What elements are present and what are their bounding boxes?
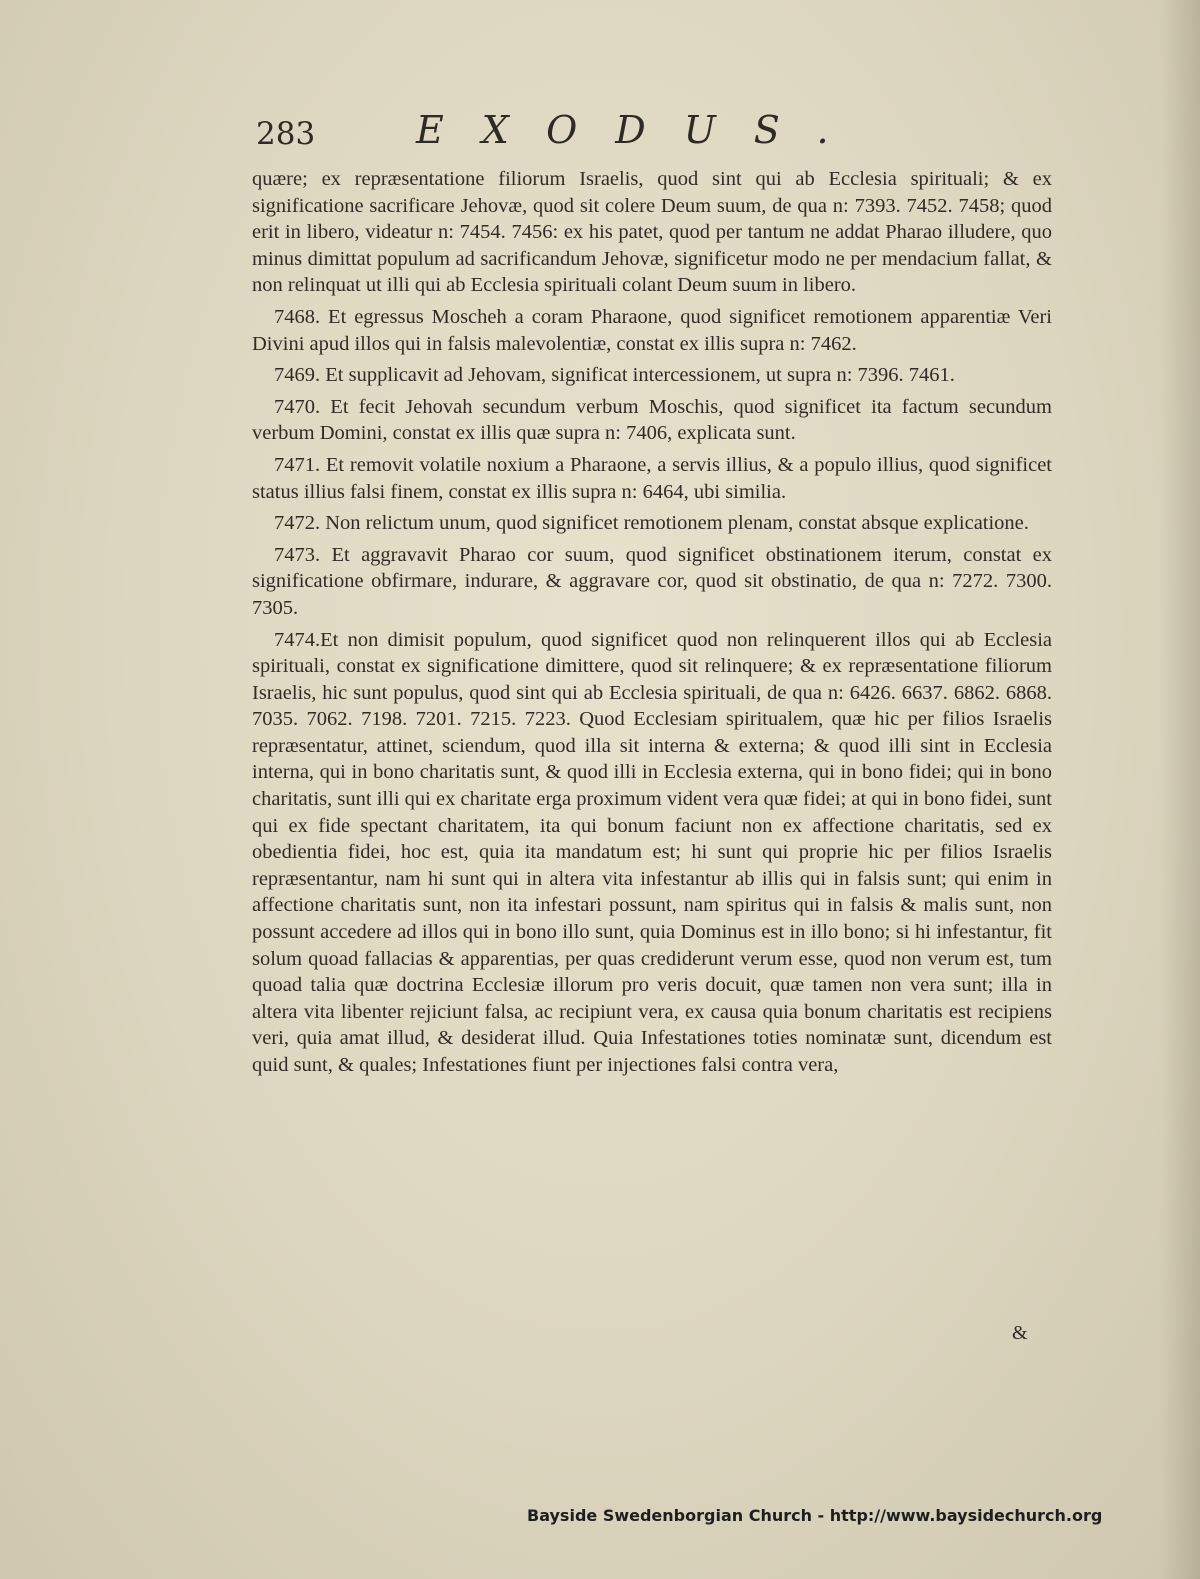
paragraph-7473: 7473. Et aggravavit Pharao cor suum, quod significet obstinationem iterum, constat ex significatione obfirmare, indurare, & aggravare cor, quod sit obstinatio, de qua n: 7272. 7300. 7305. — [252, 543, 1052, 619]
running-title: EXODUS. — [416, 108, 867, 152]
paragraph-7472: 7472. Non relictum unum, quod significet remotionem plenam, constat absque explicatione. — [274, 512, 1029, 535]
paragraph-7470: 7470. Et fecit Jehovah secundum verbum Moschis, quod significet ita factum secundum verbum Domini, constat ex illis quæ supra n: 7406, explicata sunt. — [252, 395, 1052, 445]
catchword: & — [1012, 1322, 1028, 1344]
footer-watermark: Bayside Swedenborgian Church - http://www.baysidechurch.org — [527, 1506, 1103, 1525]
paragraph-7474: 7474.Et non dimisit populum, quod significet quod non relinquerent illos qui ab Ecclesia spirituali, constat ex significatione dimittere, quod sit relinquere; & ex repræsentatione filiorum Israelis, hic sunt populus, quod sint qui ab Ecclesia spirituali, de qua n: 6426. 6637. 6862. 6868. 7035. 7062. 7198. 7201. 7215. 7223. Quod Ecclesiam spiritualem, quæ hic per filios Israelis repræsentatur, attinet, sciendum, quod illa sit interna & externa; & quod illi sint in Ecclesia interna, qui in bono charitatis sunt, & quod illi in Ecclesia externa, qui in bono fidei; qui in bono charitatis, sunt illi qui ex charitate erga proximum vident vera quæ fidei; at qui in bono fidei, sunt qui ex fide spectant charitatem, ita qui bonum faciunt non ex affectione charitatis, sed ex obedientia fidei, hoc est, quia ita mandatum est; hi sunt qui proprie hic per filios Israelis repræsentantur, nam hi sunt qui in altera vita infestantur ab illis qui in falsis sunt; qui enim in affectione charitatis sunt, non ita infestari possunt, nam spiritus qui in falsis & malis sunt, non possunt accedere ad illos qui in bono illo sunt, quia Dominus est in illo bono; si hi infestantur, fit solum quoad fallacias & apparentias, per quas crediderunt verum esse, quod non verum est, tum quoad talia quæ doctrina Ecclesiæ illorum pro veris docuit, quæ tamen non vera sunt; illa in altera vita libenter rejiciunt falsa, ac recipiunt vera, ex causa quia bonum charitatis est recipiens veri, quia amat illud, & desiderat illud. Quia Infestationes toties nominatæ sunt, dicendum est quid sunt, & quales; Infestationes fiunt per injectiones falsi contra vera, — [252, 628, 1052, 1076]
paragraph-7471: 7471. Et removit volatile noxium a Pharaone, a servis illius, & a populo illius, quod significet status illius falsi finem, constat ex illis supra n: 6464, ubi similia. — [252, 453, 1052, 503]
page-gutter-shadow — [1160, 0, 1200, 1579]
paragraph-continuation: quære; ex repræsentatione filiorum Israelis, quod sint qui ab Ecclesia spirituali; & ex significatione sacrificare Jehovæ, quod sit colere Deum suum, de qua n: 7393. 7452. 7458; quod erit in libero, videatur n: 7454. 7456: ex his patet, quod per tantum ne addat Pharao illudere, quo minus dimittat populum ad sacrificandum Jehovæ, significetur modo ne per mendacium fallat, & non relinquat ut illi qui ab Ecclesia spirituali colant Deum suum in libero. — [252, 168, 1052, 297]
body-text — [252, 166, 1052, 1079]
page-header — [256, 108, 1056, 158]
paragraph-7469: 7469. Et supplicavit ad Jehovam, significat intercessionem, ut supra n: 7396. 7461. — [274, 364, 955, 387]
paragraph-7468: 7468. Et egressus Moscheh a coram Pharaone, quod significet remotionem apparentiæ Veri Divini apud illos qui in falsis malevolentiæ, constat ex illis supra n: 7462. — [252, 305, 1052, 355]
page-number: 283 — [256, 116, 316, 152]
